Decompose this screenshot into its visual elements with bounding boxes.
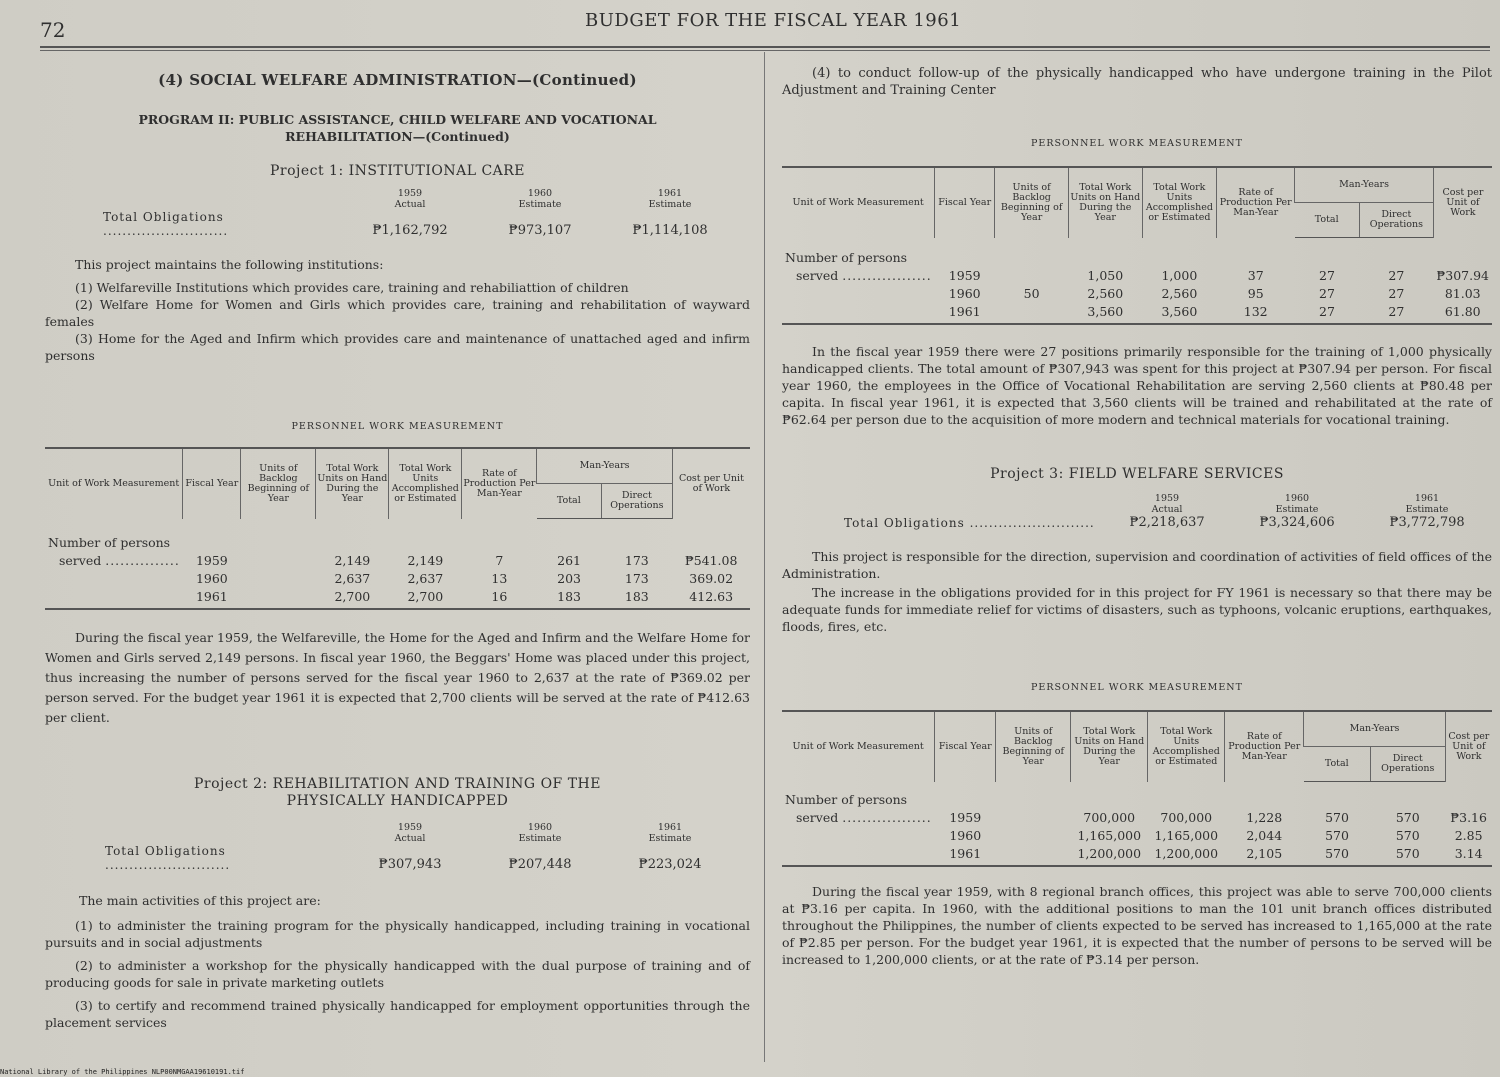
obligation-value: ₱3,324,606 bbox=[1259, 515, 1335, 530]
col-man-years: Man-Years bbox=[1295, 167, 1434, 203]
col-unit: Unit of Work Measurement bbox=[45, 448, 183, 519]
cell-total: 27 bbox=[1295, 302, 1360, 324]
cell-cost: 2.85 bbox=[1454, 827, 1483, 843]
project3-para1: This project is responsible for the direction, supervision and coordination of activities of field offices of the Administration. bbox=[782, 549, 1492, 581]
table-row bbox=[782, 808, 1492, 826]
project1-item: (1) Welfareville Institutions which provides care, training and rehabiliattion of children bbox=[75, 280, 629, 295]
cell-backlog bbox=[241, 569, 316, 587]
cell-year: 1960 bbox=[195, 570, 228, 586]
unit-label: Number of persons bbox=[785, 791, 908, 807]
cell-cost: ₱307.94 bbox=[1436, 267, 1489, 283]
cell-accomplished: 2,149 bbox=[407, 552, 444, 568]
cell-accomplished: 1,200,000 bbox=[1148, 844, 1225, 866]
year-heading: 1959 Actual bbox=[394, 188, 426, 210]
col-total: Total bbox=[537, 484, 602, 519]
cell-total: 27 bbox=[1319, 285, 1335, 301]
cell-backlog bbox=[995, 266, 1069, 284]
cell-rate: 7 bbox=[495, 552, 504, 568]
obligation-value: ₱1,114,108 bbox=[632, 223, 708, 238]
col-fiscal: Fiscal Year bbox=[935, 167, 995, 238]
project1-obligations bbox=[45, 188, 750, 238]
cell-rate: 95 bbox=[1247, 285, 1264, 301]
cell-year: 1961 bbox=[183, 587, 241, 609]
col-backlog: Units of Backlog Beginning of Year bbox=[241, 448, 316, 519]
cell-year: 1959 bbox=[948, 267, 981, 283]
cell-accomplished: 1,000 bbox=[1161, 267, 1198, 283]
table-caption: PERSONNEL WORK MEASUREMENT bbox=[1031, 682, 1243, 693]
year-heading: 1961 Estimate bbox=[1405, 493, 1449, 515]
cell-rate: 1,228 bbox=[1246, 809, 1283, 825]
cell-rate: 132 bbox=[1217, 302, 1295, 324]
project2-obligations bbox=[45, 822, 750, 872]
col-backlog: Units of Backlog Beginning of Year bbox=[995, 167, 1069, 238]
project2-title: Project 2: REHABILITATION AND TRAINING OF THE PHYSICALLY HANDICAPPED bbox=[194, 776, 601, 809]
col-rate: Rate of Production Per Man-Year bbox=[1217, 167, 1295, 238]
cell-total: 261 bbox=[557, 552, 582, 568]
cell-accomplished: 700,000 bbox=[1160, 809, 1213, 825]
header-rule bbox=[40, 46, 1490, 48]
cell-total: 27 bbox=[1319, 267, 1335, 283]
cell-rate: 2,044 bbox=[1246, 827, 1283, 843]
cell-direct: 173 bbox=[624, 552, 649, 568]
col-fiscal: Fiscal Year bbox=[183, 448, 241, 519]
cell-direct: 570 bbox=[1395, 827, 1420, 843]
col-accomplished: Total Work Units Accomplished or Estimated bbox=[1142, 167, 1217, 238]
cell-year: 1960 bbox=[948, 285, 981, 301]
header-rule-thin bbox=[40, 50, 1490, 51]
col-unit: Unit of Work Measurement bbox=[782, 711, 935, 782]
page-number: 72 bbox=[40, 18, 66, 42]
table-row bbox=[782, 266, 1492, 284]
cell-backlog bbox=[996, 826, 1071, 844]
cell-accomplished: 2,700 bbox=[389, 587, 462, 609]
col-total-work: Total Work Units on Hand During the Year bbox=[1069, 167, 1142, 238]
cell-direct: 570 bbox=[1395, 809, 1420, 825]
year-heading: 1960 Estimate bbox=[518, 188, 562, 210]
col-unit: Unit of Work Measurement bbox=[782, 167, 935, 238]
cell-total: 570 bbox=[1325, 809, 1349, 825]
col-man-years: Man-Years bbox=[1304, 711, 1446, 747]
cell-rate: 16 bbox=[462, 587, 537, 609]
col-total-work: Total Work Units on Hand During the Year bbox=[1071, 711, 1148, 782]
col-total: Total bbox=[1304, 747, 1371, 782]
cell-direct: 183 bbox=[601, 587, 672, 609]
col-cost: Cost per Unit of Work bbox=[1433, 167, 1492, 238]
column-divider bbox=[764, 52, 765, 1062]
project3-title: Project 3: FIELD WELFARE SERVICES bbox=[990, 466, 1284, 482]
col-direct: Direct Operations bbox=[601, 484, 672, 519]
obligations-label: Total Obligations .......................... bbox=[844, 516, 1095, 530]
cell-year: 1959 bbox=[195, 552, 228, 568]
cell-total-work: 2,149 bbox=[334, 552, 371, 568]
project1-narrative: During the fiscal year 1959, the Welfareville, the Home for the Aged and Infirm and the Welfare Home for Women and Girls served 2,149 persons. In fiscal year 1960, the Beggars' Home was placed under this project, thus increasing the number of persons served for the fiscal year 1960 to 2,637 at the rate of ₱369.02 per person served. For the budget year 1961 it is expected that 2,700 clients will be served at the rate of ₱412.63 per client. bbox=[45, 630, 750, 725]
unit-label-served: served ............... bbox=[59, 552, 180, 568]
cell-total-work: 3,560 bbox=[1069, 302, 1142, 324]
obligations-label: Total Obligations .......................... bbox=[105, 844, 231, 872]
obligation-value: ₱307,943 bbox=[378, 857, 442, 872]
obligation-value: ₱1,162,792 bbox=[372, 223, 448, 238]
cell-backlog bbox=[995, 302, 1069, 324]
obligation-value: ₱2,218,637 bbox=[1129, 515, 1205, 530]
project3-para2: The increase in the obligations provided for in this project for FY 1961 is necessary so that there may be adequate funds for immediate relief for victims of disasters, such as typhoons, volcanic eruptions, earthquakes, floods, fires, etc. bbox=[782, 585, 1492, 634]
cell-total: 203 bbox=[557, 570, 582, 586]
cell-cost: 81.03 bbox=[1444, 285, 1481, 301]
col-backlog: Units of Backlog Beginning of Year bbox=[996, 711, 1071, 782]
cell-rate: 2,105 bbox=[1225, 844, 1304, 866]
work-measurement-table bbox=[45, 447, 750, 610]
project2-item: (1) to administer the training program for the physically handicapped, including training in vocational pursuits and in social adjustments bbox=[45, 918, 750, 950]
cell-rate: 13 bbox=[491, 570, 508, 586]
col-direct: Direct Operations bbox=[1370, 747, 1445, 782]
year-heading: 1959 Actual bbox=[1151, 493, 1183, 515]
cell-backlog bbox=[996, 808, 1071, 826]
project1-item: (3) Home for the Aged and Infirm which provides care and maintenance of unattached aged and infirm persons bbox=[45, 331, 750, 363]
cell-direct: 570 bbox=[1370, 844, 1445, 866]
cell-cost: 412.63 bbox=[672, 587, 750, 609]
section-title: (4) SOCIAL WELFARE ADMINISTRATION—(Continued) bbox=[158, 71, 637, 89]
cell-accomplished: 2,637 bbox=[407, 570, 444, 586]
cell-total: 570 bbox=[1304, 844, 1371, 866]
year-heading: 1960 Estimate bbox=[518, 822, 562, 844]
col-accomplished: Total Work Units Accomplished or Estimated bbox=[1148, 711, 1225, 782]
program-title: PROGRAM II: PUBLIC ASSISTANCE, CHILD WELFARE AND VOCATIONAL REHABILITATION—(Continued) bbox=[138, 112, 657, 144]
cell-backlog bbox=[996, 844, 1071, 866]
col-man-years: Man-Years bbox=[537, 448, 673, 484]
work-measurement-table bbox=[782, 710, 1492, 867]
project2-intro: The main activities of this project are: bbox=[79, 893, 321, 908]
col-cost: Cost per Unit of Work bbox=[672, 448, 750, 519]
cell-backlog: 50 bbox=[1023, 285, 1040, 301]
unit-label: Number of persons bbox=[48, 534, 171, 550]
cell-backlog bbox=[241, 587, 316, 609]
left-column bbox=[45, 55, 750, 1031]
table-caption: PERSONNEL WORK MEASUREMENT bbox=[291, 421, 504, 432]
cell-direct: 27 bbox=[1388, 285, 1405, 301]
table-row bbox=[782, 284, 1492, 302]
obligation-value: ₱207,448 bbox=[508, 857, 572, 872]
cell-cost: ₱541.08 bbox=[684, 552, 738, 568]
year-heading: 1961 Estimate bbox=[648, 188, 692, 210]
table-row bbox=[45, 569, 750, 587]
col-total: Total bbox=[1295, 203, 1360, 238]
cell-cost: 61.80 bbox=[1433, 302, 1492, 324]
obligation-value: ₱223,024 bbox=[638, 857, 702, 872]
col-total-work: Total Work Units on Hand During the Year bbox=[316, 448, 389, 519]
cell-total-work: 1,050 bbox=[1087, 267, 1124, 283]
unit-label-served: served .................. bbox=[796, 809, 932, 825]
obligation-value: ₱3,772,798 bbox=[1389, 515, 1465, 530]
work-measurement-table bbox=[782, 166, 1492, 325]
cell-year: 1960 bbox=[949, 827, 982, 843]
col-rate: Rate of Production Per Man-Year bbox=[462, 448, 537, 519]
cell-cost: 369.02 bbox=[689, 570, 734, 586]
project2-item: (4) to conduct follow-up of the physically handicapped who have undergone training in the Pilot Adjustment and Training Center bbox=[782, 66, 1492, 98]
cell-year: 1961 bbox=[935, 844, 996, 866]
cell-cost: 3.14 bbox=[1445, 844, 1492, 866]
project2-item: (2) to administer a workshop for the physically handicapped with the dual purpose of training and of producing goods for sale in private marketing outlets bbox=[45, 958, 750, 990]
year-heading: 1961 Estimate bbox=[648, 822, 692, 844]
cell-total-work: 1,165,000 bbox=[1077, 827, 1142, 843]
right-column bbox=[782, 55, 1492, 968]
col-fiscal: Fiscal Year bbox=[935, 711, 996, 782]
cell-total-work: 1,200,000 bbox=[1071, 844, 1148, 866]
cell-cost: ₱3.16 bbox=[1450, 809, 1487, 825]
obligation-value: ₱973,107 bbox=[508, 223, 572, 238]
project1-title: Project 1: INSTITUTIONAL CARE bbox=[269, 163, 526, 179]
year-heading: 1959 Actual bbox=[394, 822, 426, 844]
cell-accomplished: 3,560 bbox=[1142, 302, 1217, 324]
cell-direct: 27 bbox=[1388, 267, 1405, 283]
cell-total: 183 bbox=[537, 587, 602, 609]
cell-total: 570 bbox=[1325, 827, 1349, 843]
table-caption: PERSONNEL WORK MEASUREMENT bbox=[1031, 138, 1243, 149]
scan-footer: National Library of the Philippines NLP00NMGAA19610191.tif bbox=[0, 1068, 245, 1076]
col-rate: Rate of Production Per Man-Year bbox=[1225, 711, 1304, 782]
running-title: BUDGET FOR THE FISCAL YEAR 1961 bbox=[585, 10, 962, 31]
year-heading: 1960 Estimate bbox=[1275, 493, 1319, 515]
cell-total-work: 2,637 bbox=[334, 570, 371, 586]
unit-label: Number of persons bbox=[785, 249, 908, 265]
cell-direct: 27 bbox=[1359, 302, 1433, 324]
obligations-label: Total Obligations .......................... bbox=[103, 210, 229, 238]
cell-total-work: 700,000 bbox=[1083, 809, 1136, 825]
project3-narrative: During the fiscal year 1959, with 8 regional branch offices, this project was able to serve 700,000 clients at ₱3.16 per capita. In 1960, with the additional positions to man the 101 unit branch offices distributed throughout the Philippines, the number of clients expected to be served has increased to 1,165,000 at the rate of ₱2.85 per person. For the budget year 1961, it is expected that the number of persons to be served will be increased to 1,200,000 clients, or at the rate of ₱3.14 per person. bbox=[782, 884, 1492, 967]
cell-total-work: 2,700 bbox=[316, 587, 389, 609]
cell-accomplished: 1,165,000 bbox=[1154, 827, 1219, 843]
table-row bbox=[782, 302, 1492, 324]
cell-total-work: 2,560 bbox=[1087, 285, 1124, 301]
cell-accomplished: 2,560 bbox=[1161, 285, 1198, 301]
col-accomplished: Total Work Units Accomplished or Estimated bbox=[389, 448, 462, 519]
cell-year: 1961 bbox=[935, 302, 995, 324]
table-row bbox=[782, 844, 1492, 866]
project1-item: (2) Welfare Home for Women and Girls which provides care, training and rehabilitation of wayward females bbox=[45, 297, 750, 329]
project1-intro: This project maintains the following institutions: bbox=[75, 257, 384, 272]
col-cost: Cost per Unit of Work bbox=[1445, 711, 1492, 782]
table-row bbox=[782, 826, 1492, 844]
project2-item: (3) to certify and recommend trained physically handicapped for employment opportunities through the placement services bbox=[45, 998, 750, 1030]
project2-narrative: In the fiscal year 1959 there were 27 positions primarily responsible for the training of 1,000 physically handicapped clients. The total amount of ₱307,943 was spent for this project at ₱307.94 per person. For fiscal year 1960, the employees in the Office of Vocational Rehabilitation are serving 2,560 clients at ₱80.48 per capita. In fiscal year 1961, it is expected that 3,560 clients will be trained and rehabilitated at the rate of ₱62.64 per person due to the acquisition of more modern and technical materials for vocational training. bbox=[782, 344, 1492, 427]
cell-direct: 173 bbox=[624, 570, 649, 586]
table-row bbox=[45, 551, 750, 569]
cell-year: 1959 bbox=[949, 809, 982, 825]
table-row bbox=[45, 587, 750, 609]
unit-label-served: served .................. bbox=[796, 267, 932, 283]
cell-rate: 37 bbox=[1247, 267, 1264, 283]
project3-obligations bbox=[782, 493, 1492, 530]
col-direct: Direct Operations bbox=[1359, 203, 1433, 238]
cell-backlog bbox=[241, 551, 316, 569]
